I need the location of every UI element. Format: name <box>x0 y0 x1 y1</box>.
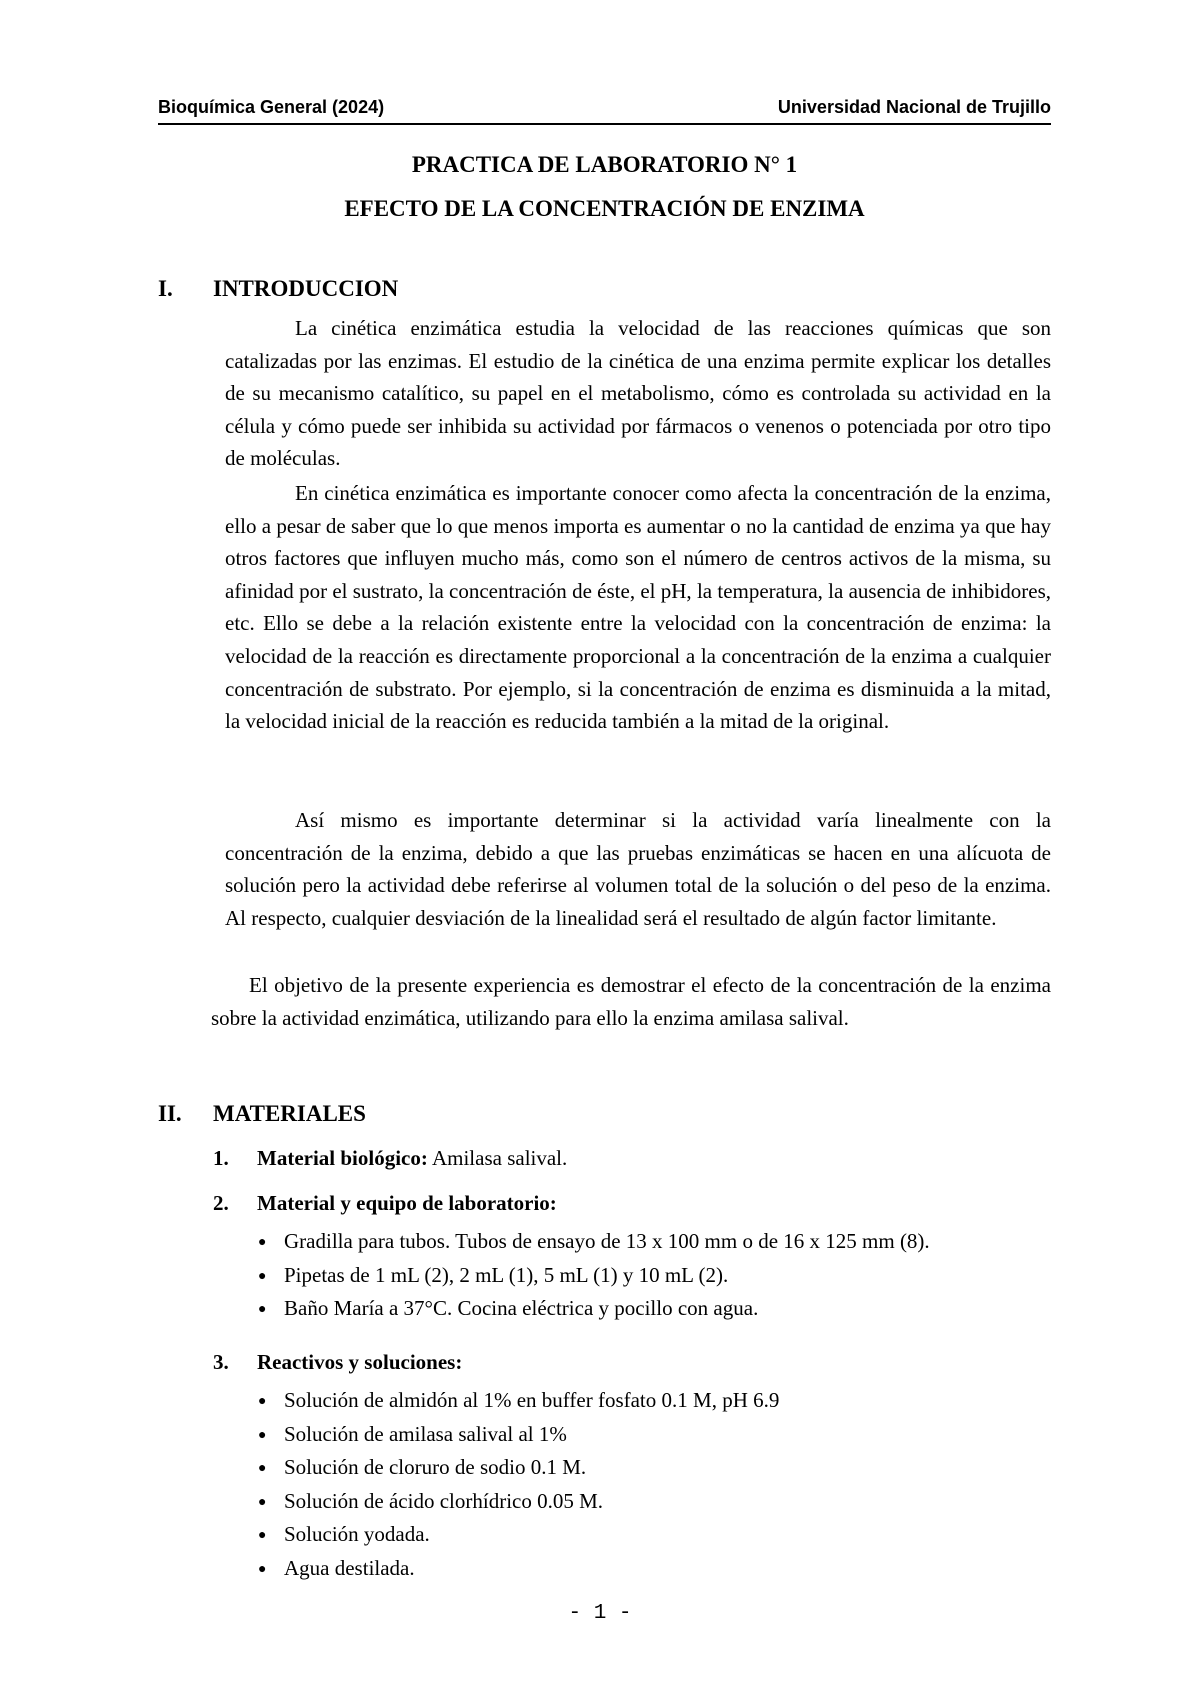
list-item-text: Solución de cloruro de sodio 0.1 M. <box>284 1455 587 1479</box>
section-title: INTRODUCCION <box>213 276 399 301</box>
list-item-text: Pipetas de 1 mL (2), 2 mL (1), 5 mL (1) y 10 mL (2). <box>284 1262 729 1287</box>
list-item-text: Baño María a 37°C. Cocina eléctrica y pocillo con agua. <box>284 1296 759 1320</box>
material-item-reactivos <box>213 1350 462 1375</box>
section-number: I. <box>158 276 173 301</box>
list-item-text: Solución de amilasa salival al 1% <box>284 1421 567 1446</box>
list-item <box>258 1451 779 1485</box>
document-subtitle: EFECTO DE LA CONCENTRACIÓN DE ENZIMA <box>344 196 865 221</box>
bullet-icon: ● <box>258 1561 267 1577</box>
item-label: Material biológico: <box>257 1146 428 1170</box>
paragraph-text: En cinética enzimática es importante conocer como afecta la concentración de la enzima, ello a pesar de saber que lo que menos importa es aumentar o no la cantidad de enzima ya que hay otros factores que influyen mucho más, como son el número de centros activos de la misma, su afinidad por el sustrato, la concentración de éste, el pH, la temperatura, la ausencia de inhibidores, etc. Ello se debe a la relación existente entre la velocidad con la concentración de enzima: la velocidad de la reacción es directamente proporcional a la concentración de la enzima a cualquier concentración de substrato. Por ejemplo, si la concentración de enzima es disminuida a la mitad, la velocidad inicial de la reacción es reducida también a la mitad de la original. <box>225 481 1051 734</box>
item-number: 1. <box>213 1146 229 1170</box>
intro-paragraph-3 <box>225 804 1051 934</box>
bullet-icon: ● <box>258 1461 267 1476</box>
list-item <box>258 1485 779 1519</box>
reactivos-list <box>258 1384 779 1585</box>
list-item <box>258 1518 779 1552</box>
header-university: Universidad Nacional de Trujillo <box>777 97 1051 117</box>
list-item <box>258 1418 779 1452</box>
intro-paragraph-2 <box>225 477 1051 738</box>
list-item-text: Agua destilada. <box>284 1555 415 1580</box>
bullet-icon: ● <box>258 1268 267 1284</box>
document-title: PRACTICA DE LABORATORIO N° 1 <box>411 152 798 177</box>
intro-paragraph-1 <box>225 312 1051 475</box>
header-course: Bioquímica General (2024) <box>158 97 385 117</box>
item-number: 2. <box>213 1191 229 1215</box>
bullet-icon: ● <box>258 1494 267 1510</box>
section-title: MATERIALES <box>213 1101 366 1126</box>
bullet-icon: ● <box>258 1427 267 1443</box>
page-number: - 1 - <box>568 1602 632 1625</box>
item-text: Amilasa salival. <box>427 1146 568 1170</box>
list-item <box>258 1292 930 1326</box>
page-header <box>158 97 1051 125</box>
item-number: 3. <box>213 1350 229 1374</box>
material-item-equipo <box>213 1191 557 1216</box>
list-item-text: Solución yodada. <box>284 1522 430 1546</box>
list-item <box>258 1259 930 1293</box>
bullet-icon: ● <box>258 1302 267 1317</box>
list-item-text: Solución de almidón al 1% en buffer fosfato 0.1 M, pH 6.9 <box>284 1388 780 1412</box>
intro-paragraph-4 <box>211 969 1051 1034</box>
list-item <box>258 1552 779 1586</box>
list-item <box>258 1384 779 1418</box>
list-item <box>258 1225 930 1259</box>
paragraph-text: La cinética enzimática estudia la velocidad de las reacciones químicas que son catalizadas por las enzimas. El estudio de la cinética de una enzima permite explicar los detalles de su mecanismo catalítico, su papel en el metabolismo, cómo es controlada su actividad en la célula y cómo puede ser inhibida su actividad por fármacos o venenos o potenciada por otro tipo de moléculas. <box>225 316 1051 471</box>
list-item-text: Solución de ácido clorhídrico 0.05 M. <box>284 1488 604 1513</box>
bullet-icon: ● <box>258 1528 267 1543</box>
paragraph-text: El objetivo de la presente experiencia es demostrar el efecto de la concentración de la enzima sobre la actividad enzimática, utilizando para ello la enzima amilasa salival. <box>211 973 1051 1030</box>
list-item-text: Gradilla para tubos. Tubos de ensayo de 13 x 100 mm o de 16 x 125 mm (8). <box>284 1229 930 1253</box>
bullet-icon: ● <box>258 1394 267 1409</box>
item-label: Material y equipo de laboratorio: <box>257 1191 557 1215</box>
bullet-icon: ● <box>258 1235 267 1250</box>
section-number: II. <box>158 1101 182 1126</box>
equipo-list <box>258 1225 930 1326</box>
paragraph-text: Así mismo es importante determinar si la actividad varía linealmente con la concentración de la enzima, debido a que las pruebas enzimáticas se hacen en una alícuota de solución pero la actividad debe referirse al volumen total de la solución o del peso de la enzima. Al respecto, cualquier desviación de la linealidad será el resultado de algún factor limitante. <box>225 808 1051 930</box>
item-label: Reactivos y soluciones: <box>257 1350 463 1374</box>
material-item-biologico <box>213 1146 567 1171</box>
